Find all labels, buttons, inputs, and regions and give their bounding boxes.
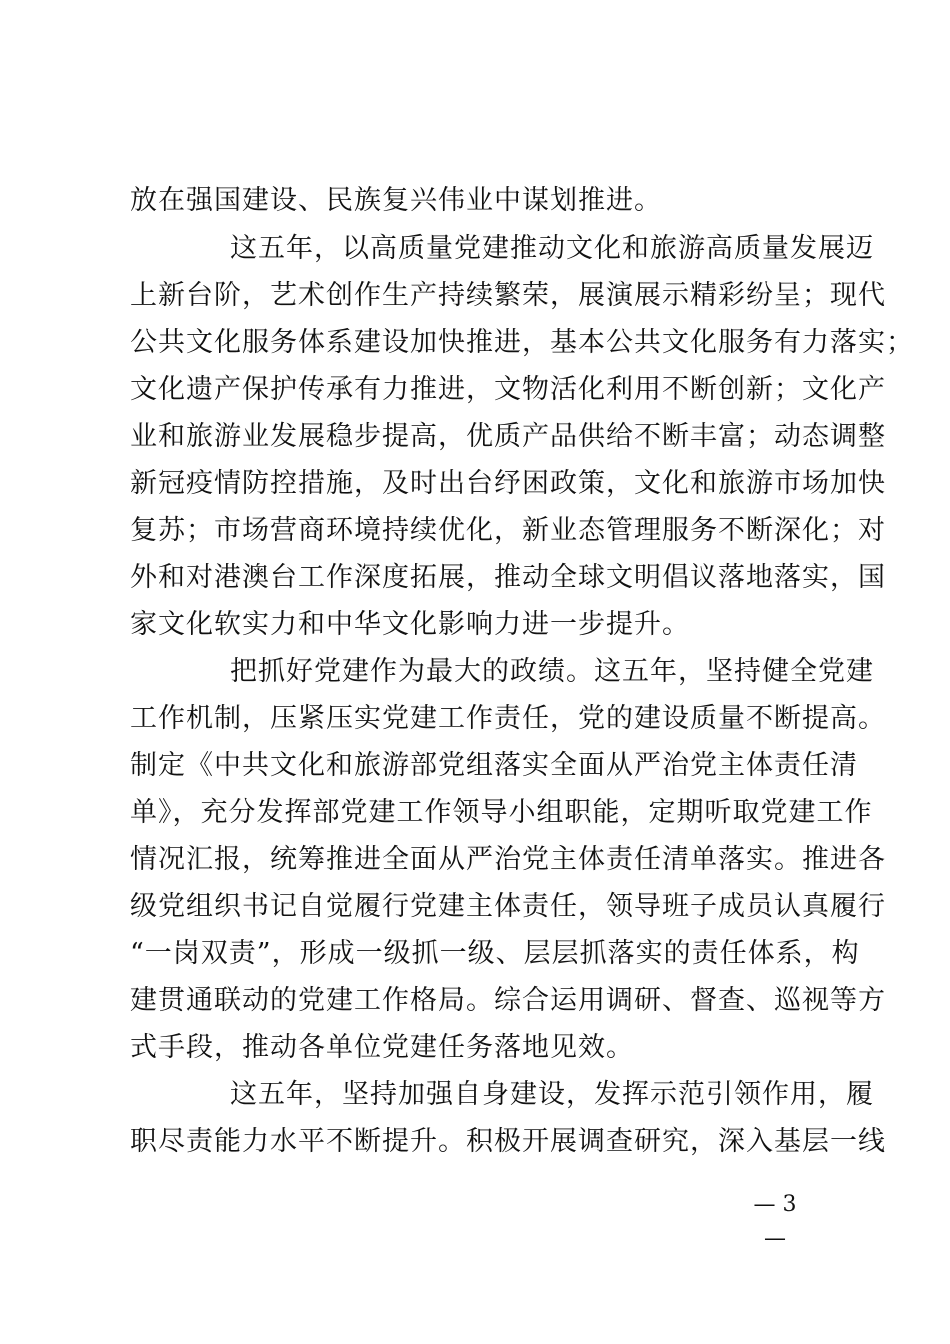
text-line: 职尽责能力水平不断提升。积极开展调查研究，深入基层一线 <box>130 1126 886 1157</box>
text-line: “一岗双责”，形成一级抓一级、层层抓落实的责任体系，构 <box>130 938 860 969</box>
text-line: 业和旅游业发展稳步提高，优质产品供给不断丰富；动态调整 <box>130 421 886 452</box>
text-line: 上新台阶，艺术创作生产持续繁荣，展演展示精彩纷呈；现代 <box>130 280 886 311</box>
text-line: 建贯通联动的党建工作格局。综合运用调研、督查、巡视等方 <box>130 985 886 1016</box>
text-line: 式手段，推动各单位党建任务落地见效。 <box>130 1032 634 1063</box>
text-line: 工作机制，压紧压实党建工作责任，党的建设质量不断提高。 <box>130 703 886 734</box>
text-line: 新冠疫情防控措施，及时出台纾困政策，文化和旅游市场加快 <box>130 468 886 499</box>
page-number: — 3 — <box>753 1192 797 1251</box>
text-line: 公共文化服务体系建设加快推进，基本公共文化服务有力落实； <box>130 327 914 358</box>
text-line: 情况汇报，统筹推进全面从严治党主体责任清单落实。推进各 <box>130 844 886 875</box>
text-line: 复苏；市场营商环境持续优化，新业态管理服务不断深化；对 <box>130 515 886 546</box>
text-line: 家文化软实力和中华文化影响力进一步提升。 <box>130 609 690 640</box>
paragraph-first-line: 这五年，坚持加强自身建设，发挥示范引领作用，履 <box>230 1079 874 1110</box>
paragraph-first-line: 这五年，以高质量党建推动文化和旅游高质量发展迈 <box>230 233 874 264</box>
text-line: 级党组织书记自觉履行党建主体责任，领导班子成员认真履行 <box>130 891 886 922</box>
text-line: 单》，充分发挥部党建工作领导小组职能，定期听取党建工作 <box>130 797 873 828</box>
text-line: 放在强国建设、民族复兴伟业中谋划推进。 <box>130 185 662 216</box>
text-line: 文化遗产保护传承有力推进，文物活化利用不断创新；文化产 <box>130 374 886 405</box>
text-line: 外和对港澳台工作深度拓展，推动全球文明倡议落地落实，国 <box>130 562 886 593</box>
paragraph-first-line: 把抓好党建作为最大的政绩。这五年，坚持健全党建 <box>230 656 874 687</box>
text-line: 制定《中共文化和旅游部党组落实全面从严治党主体责任清 <box>130 750 858 781</box>
